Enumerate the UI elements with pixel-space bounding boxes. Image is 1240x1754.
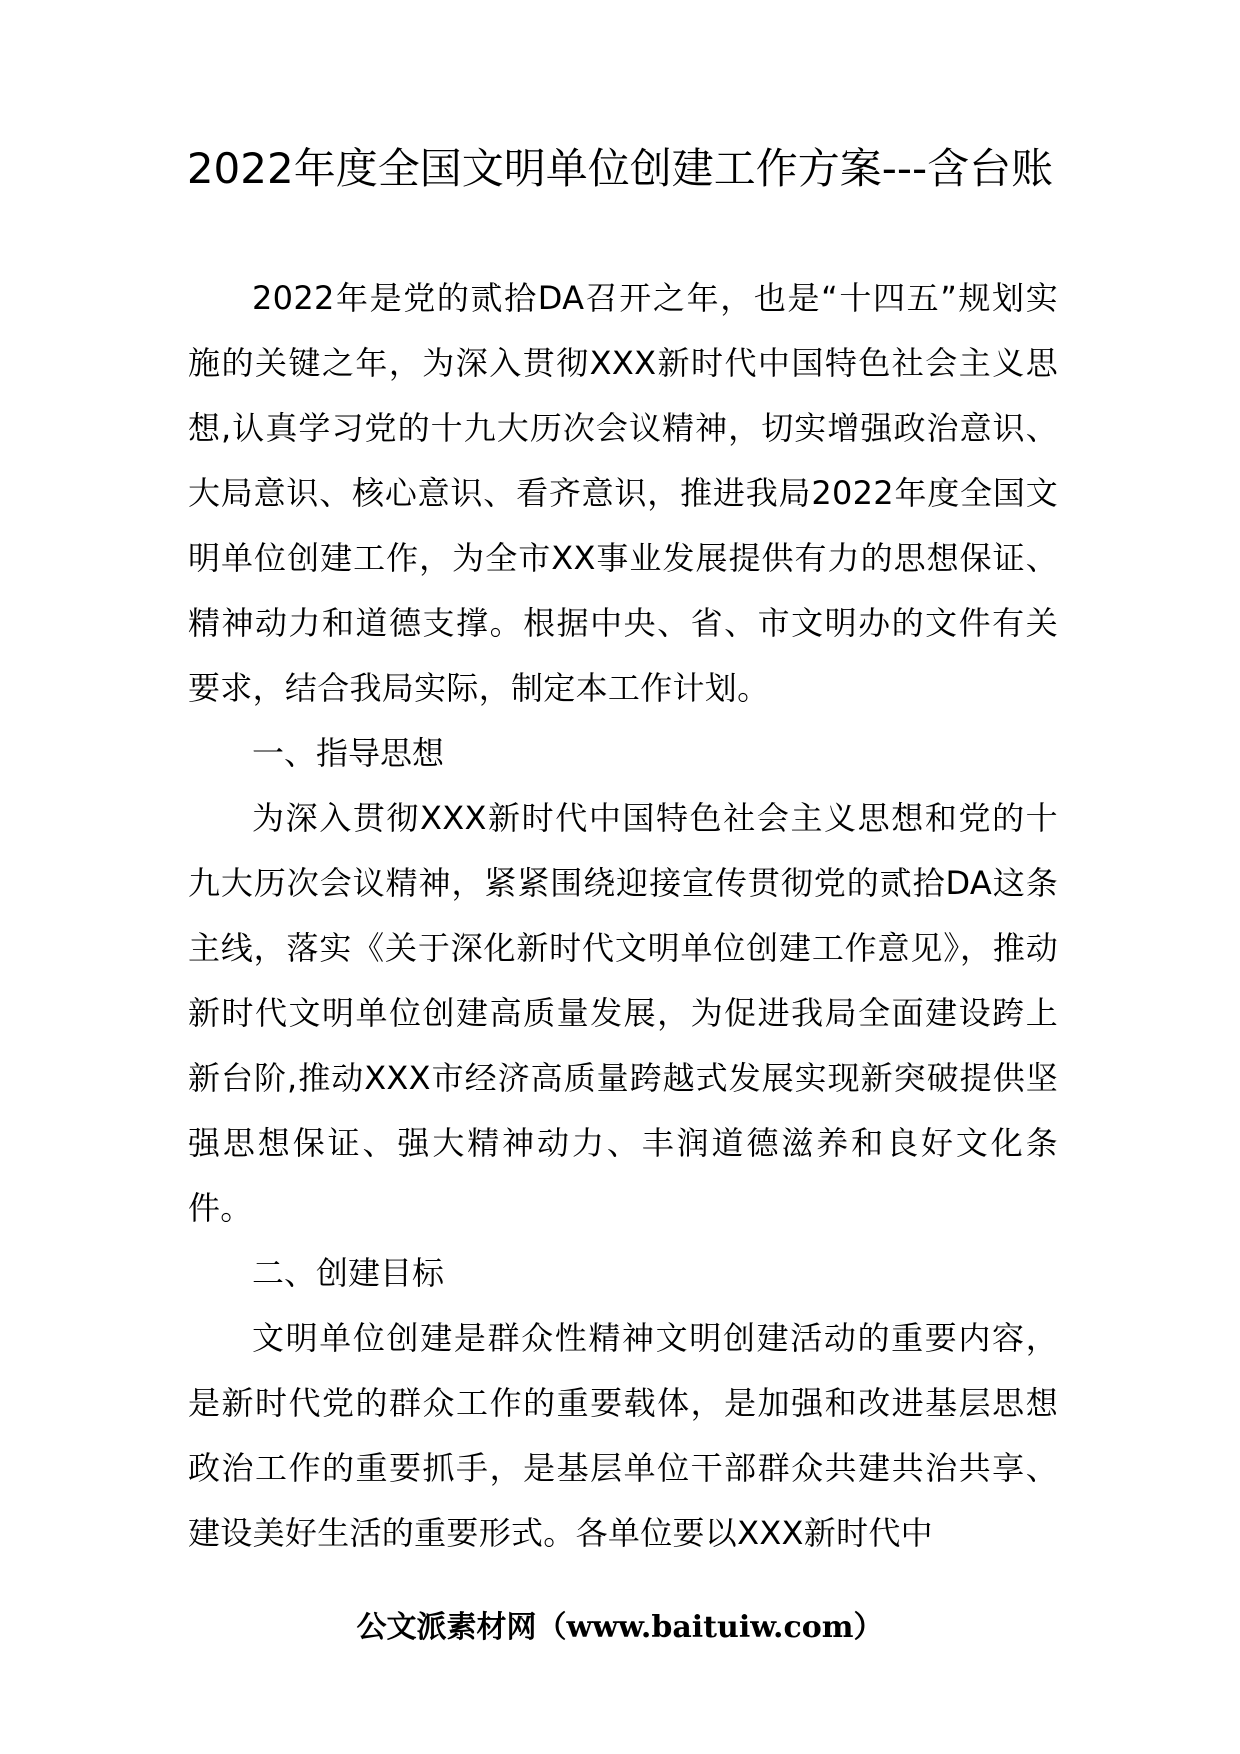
document-body (188, 266, 1058, 1566)
paragraph-creation-goals: 文明单位创建是群众性精神文明创建活动的重要内容，是新时代党的群众工作的重要载体，是加强和改进基层思想政治工作的重要抓手，是基层单位干部群众共建共治共享、建设美好生活的重要形式。各单位要以XXX新时代中 (188, 1319, 1058, 1552)
paragraph-intro: 2022年是党的贰拾DA召开之年，也是“十四五”规划实施的关键之年，为深入贯彻XXX新时代中国特色社会主义思想,认真学习党的十九大历次会议精神，切实增强政治意识、大局意识、核心意识、看齐意识，推进我局2022年度全国文明单位创建工作，为全市XX事业发展提供有力的思想保证、精神动力和道德支撑。根据中央、省、市文明办的文件有关要求，结合我局实际，制定本工作计划。 (188, 279, 1058, 707)
footer-watermark: 公文派素材网（www.baituiw.com） (356, 1610, 884, 1645)
section-heading-creation-goals: 二、创建目标 (252, 1254, 445, 1292)
paragraph-guiding-ideology: 为深入贯彻XXX新时代中国特色社会主义思想和党的十九大历次会议精神，紧紧围绕迎接宣传贯彻党的贰拾DA这条主线，落实《关于深化新时代文明单位创建工作意见》，推动新时代文明单位创建高质量发展，为促进我局全面建设跨上新台阶,推动XXX市经济高质量跨越式发展实现新突破提供坚强思想保证、强大精神动力、丰润道德滋养和良好文化条件。 (188, 799, 1058, 1227)
document-title: 2022年度全国文明单位创建工作方案---含台账 (186, 144, 1054, 193)
section-heading-guiding-ideology: 一、指导思想 (252, 734, 445, 772)
